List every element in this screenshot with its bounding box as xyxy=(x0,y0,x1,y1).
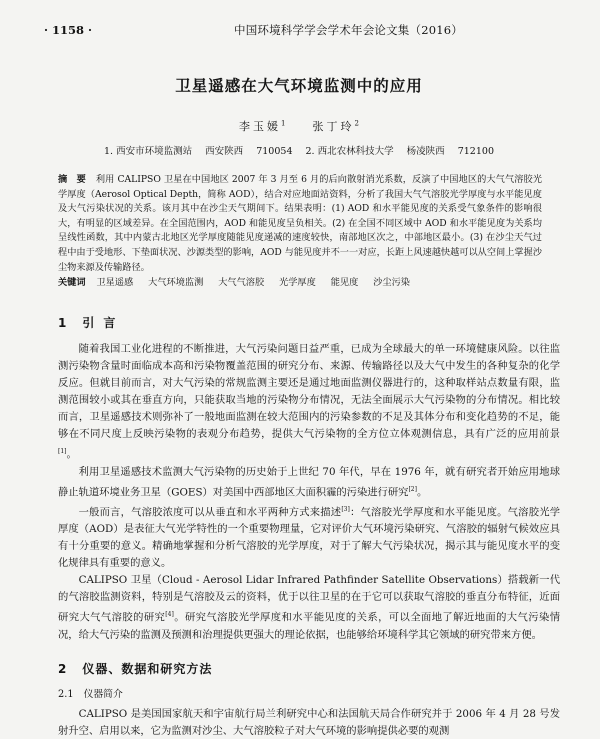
paragraph: 一般而言，气溶胶浓度可以从垂直和水平两种方式来描述[3]：气溶胶光学厚度和水平能见度。气溶胶光学厚度（AOD）是表征大气光学特性的一个重要物理量，它对评价大气环境污染研究、气溶胶的辐射气候效应具有十分重要的意义。精确地掌握和分析气溶胶的光学厚度，对于了解大气污染状况，揭示其与能见度水平的变化规律具有重要的意义。 xyxy=(58,506,561,570)
author-name: 张丁玲 xyxy=(312,120,355,133)
paragraph: 随着我国工业化进程的不断推进，大气污染问题日益严重，已成为全球最大的单一环境健康风险。以往监测污染物含量时面临成本高和污染物覆盖范围的研究分布、来源、传输路径以及大气中发生的各种复杂的化学反应。但就目前而言，对大气污染的常规监测主要还是通过地面监测仪器进行的，这种取样站点数量有限，监测范围较小或其在垂直方向，只能获取当地的污染物分布情况，无法全面展示大气污染物的分布情况。相比较而言，卫星遥感技术则弥补了一般地面监测在较大范围内的污染参数的不足及其体分布和变化趋势的不足，能够在不同尺度上反映污染物的表观分布趋势，提供大气污染物的全方位立体观测信息，具有广泛的应用前景[1]。 xyxy=(58,343,560,461)
paper-title: 卫星遥感在大气环境监测中的应用 xyxy=(175,77,423,95)
paragraph: CALIPSO 是美国国家航天和宇宙航行局兰利研究中心和法国航天局合作研究并于 2006 年 4 月 28 号发射升空、启用以来，它为监测对沙尘、大气溶胶粒子对大气环境的影响提供必要的观测 xyxy=(58,707,560,737)
running-header xyxy=(38,22,560,38)
citation: [1] xyxy=(58,448,67,456)
keywords xyxy=(58,276,542,290)
subsection-heading xyxy=(58,686,560,700)
conference-name: 中国环境科学学会学术年会论文集（2016） xyxy=(234,23,463,37)
paragraph: CALIPSO 卫星（Cloud - Aerosol Lidar Infrared Pathfinder Satellite Observations）搭载新一代的气溶胶监测资料，特别是气溶胶及云的资料，优于以往卫星的在于它可以获取气溶胶的垂直分布特征，近面研究大气气溶胶的研究[4]。研究气溶胶光学厚度和水平能见度的关系，可以全面地了解近地面的大气污染情况，给大气污染的监测及预测和治理提供更强大的理论依据，也能够给环境科学其它领域的研究带来方便。 xyxy=(58,574,561,641)
section-heading-methods xyxy=(58,660,560,677)
subsection-number: 2.1 xyxy=(58,688,74,700)
intro-body xyxy=(58,341,560,644)
keywords-label: 关键词 xyxy=(58,277,86,289)
affiliation-num: 1. xyxy=(104,146,114,157)
section-title: 仪器、数据和研究方法 xyxy=(82,661,213,676)
citation: [2] xyxy=(408,485,417,493)
section-title: 引言 xyxy=(82,316,125,331)
citation: [3] xyxy=(341,506,350,513)
affiliation-num: 2. xyxy=(305,146,315,157)
affiliation-zip: 710054 xyxy=(256,146,293,157)
abstract-label: 摘 要 xyxy=(58,174,86,185)
citation: [4] xyxy=(165,611,174,619)
abstract xyxy=(58,173,542,275)
page-number: · 1158 · xyxy=(44,23,93,37)
keyword: 大气气溶胶 xyxy=(218,277,265,289)
subsection-title: 仪器简介 xyxy=(83,688,123,700)
author-name: 李玉媛 xyxy=(239,120,282,133)
keyword: 卫星遥感 xyxy=(96,277,134,289)
section-number: 1 xyxy=(58,316,67,331)
affiliation-zip: 712100 xyxy=(457,146,494,157)
section-number: 2 xyxy=(58,661,67,676)
affiliation-city: 西安陕西 xyxy=(205,146,244,157)
affiliation-city: 杨凌陕西 xyxy=(406,146,445,157)
methods-body xyxy=(58,706,560,739)
keyword: 大气环境监测 xyxy=(148,277,204,289)
keyword: 能见度 xyxy=(330,277,359,289)
author-sup: 1 xyxy=(281,119,286,128)
author-line xyxy=(38,118,560,134)
section-heading-intro xyxy=(58,314,560,331)
keyword: 光学厚度 xyxy=(279,277,316,289)
abstract-text: 利用 CALIPSO 卫星在中国地区 2007 年 3 月至 6 月的后向散射消光系数，反演了中国地区的大气气溶胶光学厚度（Aerosol Optical Depth，简称 AOD），结合对应地面站资料，分析了我国大气气溶胶光学厚度与水平能见度及大气污染状况的关系。该月其中在沙尘天气期间下。结果表明：(1) AOD 和水平能见度的关系受气象条件的影响很大，有明显的区域差异。在全国范围内，AOD 和能见度呈负相关。(2) 在全国不同区域中 AOD 和水平能见度为关系均呈线性函数，其中内蒙古北地区光学厚度随能见度递减的速度较快，南部地区次之，中部地区最小。(3) 在沙尘天气过程中由于受地形、下垫面状况、沙源类型的影响，AOD 与能见度并不一一对应，长距上风速越快越可以从空间上掌握沙尘物来源及传输路径。 xyxy=(58,174,543,273)
keyword: 沙尘污染 xyxy=(373,277,410,289)
affiliation-org: 西安市环境监测站 xyxy=(116,146,193,157)
affiliation-line xyxy=(38,143,560,157)
affiliation-org: 西北农林科技大学 xyxy=(317,146,394,157)
author-sup: 2 xyxy=(354,119,359,128)
paragraph: 利用卫星遥感技术监测大气污染物的历史始于上世纪 70 年代，早在 1976 年，就有研究者开始应用地球静止轨道环境业务卫星（GOES）对美国中西部地区大面积霾的污染进行研究[2]。 xyxy=(58,465,560,498)
